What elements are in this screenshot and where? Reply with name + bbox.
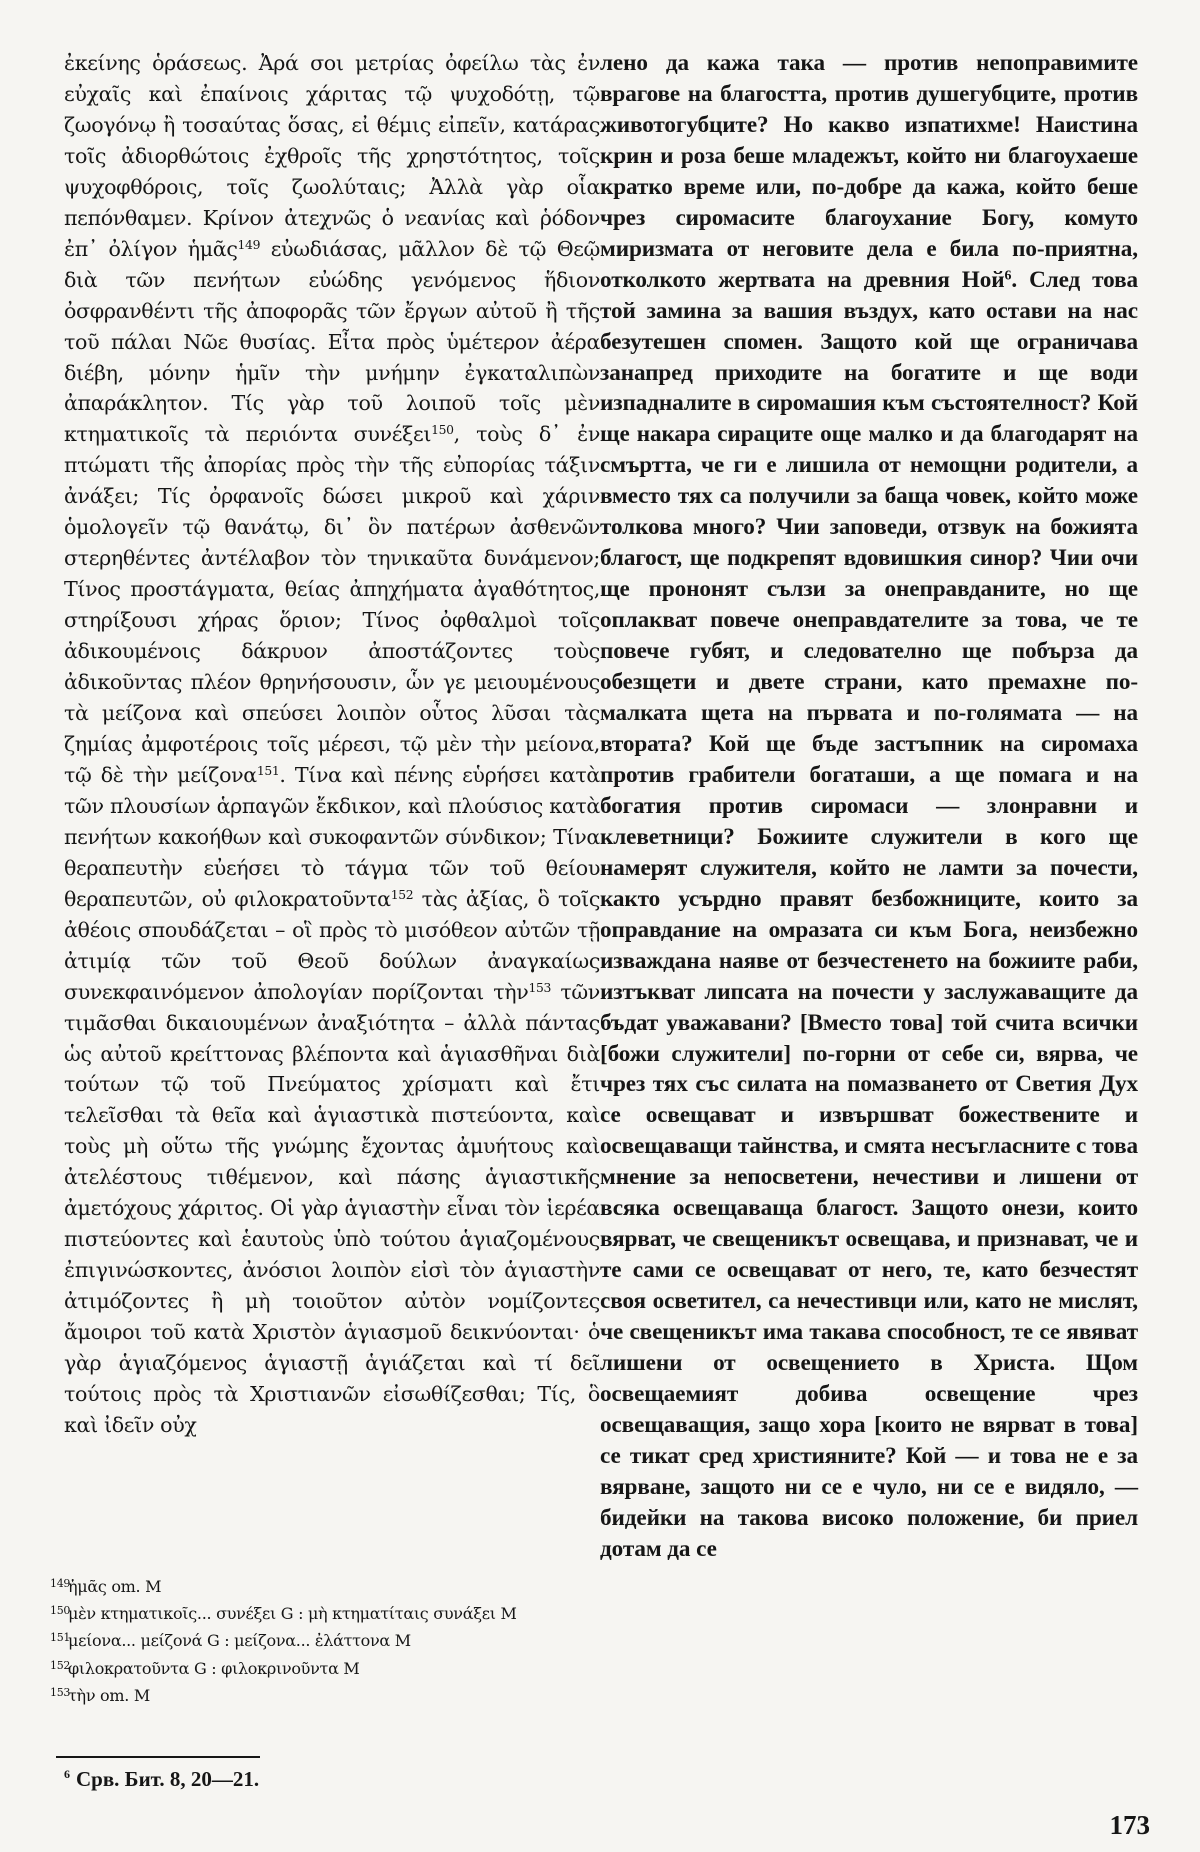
footnote-ref[interactable]: 151 — [256, 764, 280, 779]
page-number: 173 — [1109, 1810, 1150, 1840]
footnote-text: ἡμᾶς om. M — [68, 1577, 162, 1596]
footnote-divider — [56, 1756, 260, 1758]
bulgarian-text-segment: . След това той замина за вашия въздух, като остави на нас безутешен спомен. Защото кой ще ограничава занапред приходите на богатите и ще води изпадналите в сиромашия към състоятелност? Кой ще накара сираците още малко и да благодарят на смъртта, че ги е лишила от немощни родители, а вместо тях са получили за баща човек, който може толкова много? Чии заповеди, отзвук на божията благост, ще подкрепят вдовишкия синор? Чии очи ще прононят сълзи за онеправданите, но ще оплакват повече онеправдателите за това, че те повече губят, и следователно ще побърза да обезщети и двете страни, като премахне по-малката щета на първата и по-голямата — на втората? Кой ще бъде застъпник на сиромаха против грабители богаташи, а ще помага и на богатия против сиромаси — злонравни и клеветници? Божиите служители в кого ще намерят служителя, който не ламти за почести, както усърдно правят безбожниците, които за оправдание на омразата си към Бога, неизбежно изваждана наяве от безчестенето на божиите раби, изтъкват липсата на почести у заслужаващите да бъдат уважавани? [Вместо това] той счита всички [божи служители] по-горни от себе си, вярва, че чрез тях със силата на помазването от Светия Дух се освещават и извършват божествените и освещаващи тайнства, и смята несъгласните с това мнение за непосветени, нечестиви и лишени от всяка освещаваща благост. Защото онези, които вярват, че свещеникът освещава, и признават, че и те сами се освещават от него, те, като безчестят своя осветител, са нечестивци или, като не мислят, че свещеникът има такава способност, те се явяват лишени от освещението в Христа. Щом освещаемият добива освещение чрез освещаващия, защо хора [които не вярват в това] се тикат сред християните? Кой — и това не е за вярване, защото ни се е чуло, ни се е видяло, — бидейки на такова високо положение, би приел дотам да се — [600, 266, 1138, 1562]
bulgarian-text-segment: лено да кажа така — против непоправимите врагове на благостта, против душегубците, против животогубците? Но какво изпатихме! Наистина крин и роза беше младежът, който ни благоухаеше кратко време или, по-добре да кажа, който беше чрез сиромасите благоухание Богу, комуто миризмата от неговите дела е била по-приятна, отколкото жертвата на древния Ной — [600, 50, 1138, 293]
footnote-text: Срв. Бит. 8, 20—21. — [76, 1767, 260, 1791]
footnote-number: 151 — [50, 1631, 71, 1645]
greek-text-segment: , τοὺς δ᾽ ἐν πτώματι τῆς ἀπορίας πρὸς τὴν τῆς εὐπορίας τάξιν ἀνάξει; Τίς ὀρφανοῖς δώσει μικροῦ καὶ χάριν ὁμολογεῖν τῷ θανάτῳ, δι᾽ ὃν πατέρων ἀσθενῶν στερηθέντες ἀντέλαβον τὸν τηνικαῦτα δυνάμενον; Τίνος προστάγματα, θείας ἀπηχήματα ἀγαθότητος, στηρίξουσι χήρας ὅριον; Τίνος ὀφθαλμοὶ τοῖς ἀδικουμένοις δάκρυον ἀποστάζοντες τοὺς ἀδικοῦντας πλέον θρηνήσουσιν, ὧν γε μειουμένους τὰ μείζονα καὶ σπεύσει λοιπὸν οὗτος λῦσαι τὰς ζημίας ἀμφοτέροις τοῖς μέρεσι, τῷ μὲν τὴν μείονα, τῷ δὲ τὴν μείζονα — [64, 422, 600, 787]
footnote-line — [50, 1626, 610, 1653]
greek-text-segment: τὰς ἀξίας, ὃ τοῖς ἀθέοις σπουδάζεται – οἳ πρὸς τὸ μισόθεον αὐτῶν τῇ ἀτιμίᾳ τῶν τοῦ Θεοῦ δούλων ἀναγκαίως συνεκφαινόμενον ἀπολογίαν πορίζονται τὴν — [64, 886, 601, 1004]
greek-text-segment: εὐωδιάσας, μᾶλλον δὲ τῷ Θεῷ διὰ τῶν πενήτων εὐώδης γενόμενος ἥδιον ὀσφρανθέντι τῆς ἀποφορᾶς τῶν ἔργων αὐτοῦ ἢ τῆς τοῦ πάλαι Νῶε θυσίας. Εἶτα πρὸς ὑμέτερον ἀέρα διέβη, μόνην ἡμῖν τὴν μνήμην ἐγκαταλιπὼν ἀπαράκλητον. Τίς γὰρ τοῦ λοιποῦ τοῖς μὲν κτηματικοῖς τὰ περιόντα συνέξει — [64, 236, 600, 447]
bulgarian-paragraph — [600, 48, 1138, 1565]
apparatus-footnotes — [50, 1572, 610, 1708]
greek-text-segment: . Τίνα καὶ πένης εὑρήσει κατὰ τῶν πλουσίων ἁρπαγῶν ἔκδικον, καὶ πλούσιος κατὰ πενήτων κακοήθων καὶ συκοφαντῶν σύνδικον; Τίνα θεραπευτὴν εὐεήσει τὸ τάγμα τῶν τοῦ θείου θεραπευτῶν, οὐ φιλοκρατοῦντα — [64, 762, 600, 911]
footnote-line — [50, 1654, 610, 1681]
greek-paragraph — [64, 48, 600, 1441]
footnote-ref[interactable]: 6 — [1004, 268, 1012, 284]
greek-text-column — [64, 48, 600, 1441]
footnote-text: μείονα... μείζονά G : μείζονα... ἐλάττονα M — [68, 1631, 411, 1651]
greek-text-segment: ἐκείνης ὁράσεως. — [64, 51, 259, 75]
footnote-number: 152 — [50, 1658, 71, 1672]
translation-footnote — [64, 1764, 604, 1794]
greek-text-segment: τῶν τιμᾶσθαι δικαιουμένων ἀναξιότητα – ἀλλὰ πάντας ὡς αὐτοῦ κρείττονας βλέποντα καὶ ἁγιασθῆναι διὰ τούτων τῷ τοῦ Πνεύματος χρίσματι καὶ ἔτι τελεῖσθαι τὰ θεῖα καὶ ἁγιαστικὰ πιστεύοντα, καὶ τοὺς μὴ οὕτω τῆς γνώμης ἔχοντας ἀμυήτους καὶ ἀτελέστους τιθέμενον, καὶ πάσης ἁγιαστικῆς ἀμετόχους χάριτος. Οἱ γὰρ ἁγιαστὴν εἶναι τὸν ἱερέα πιστεύοντες καὶ ἑαυτοὺς ὑπὸ τούτου ἁγιαζομένους ἐπιγινώσκοντες, ἀνόσιοι λοιπὸν εἰσὶ τὸν ἁγιαστὴν ἀτιμόζοντες ἢ μὴ τοιοῦτον αὐτὸν νομίζοντες ἄμοιροι τοῦ κατὰ Χριστὸν ἁγιασμοῦ δεικνύονται· ὁ γὰρ ἁγιαζόμενος ἁγιαστῇ ἁγιάζεται καὶ τί δεῖ τούτοις πρὸς τὰ Χριστιανῶν εἰσωθίζεσθαι; Τίς, ὃ καὶ ἰδεῖν οὐχ — [64, 979, 600, 1437]
footnote-number: 153 — [50, 1685, 71, 1699]
footnote-line — [50, 1681, 610, 1708]
footnote-line — [50, 1572, 610, 1599]
footnote-text: τὴν om. M — [68, 1685, 150, 1705]
footnote-number: 150 — [50, 1604, 71, 1618]
footnote-ref[interactable]: 150 — [431, 423, 454, 438]
footnote-text: φιλοκρατοῦντα G : φιλοκρινοῦντα M — [68, 1658, 360, 1678]
bulgarian-translation-column — [600, 48, 1138, 1565]
greek-text-segment: Ἀρά σοι μετρίας ὀφείλω τὰς ἐν εὐχαῖς καὶ ἐπαίνοις χάριτας τῷ ψυχοδότῃ, τῷ ζωογόνῳ ἢ τοσαύτας ὅσας, εἰ θέμις εἰπεῖν, κατάρας τοῖς ἀδιορθώτοις ἐχθροῖς τῆς χρηστότητος, τοῖς ψυχοφθόροις, τοῖς ζωολύταις; Ἀλλὰ γὰρ οἷα πεπόνθαμεν. Κρίνον ἀτεχνῶς ὁ νεανίας καὶ ῥόδον ἐπ᾽ ὀλίγον ἡμᾶς — [64, 51, 600, 261]
footnote-ref[interactable]: 152 — [390, 887, 414, 902]
footnote-text: μὲν κτηματικοῖς... συνέξει G : μὴ κτηματίταις συνάξει M — [68, 1604, 517, 1624]
footnote-number: 6 — [64, 1767, 70, 1781]
footnote-number: 149 — [50, 1577, 71, 1590]
footnote-ref[interactable]: 153 — [528, 980, 551, 995]
footnote-line — [50, 1599, 610, 1626]
footnote-ref[interactable]: 149 — [237, 237, 261, 252]
